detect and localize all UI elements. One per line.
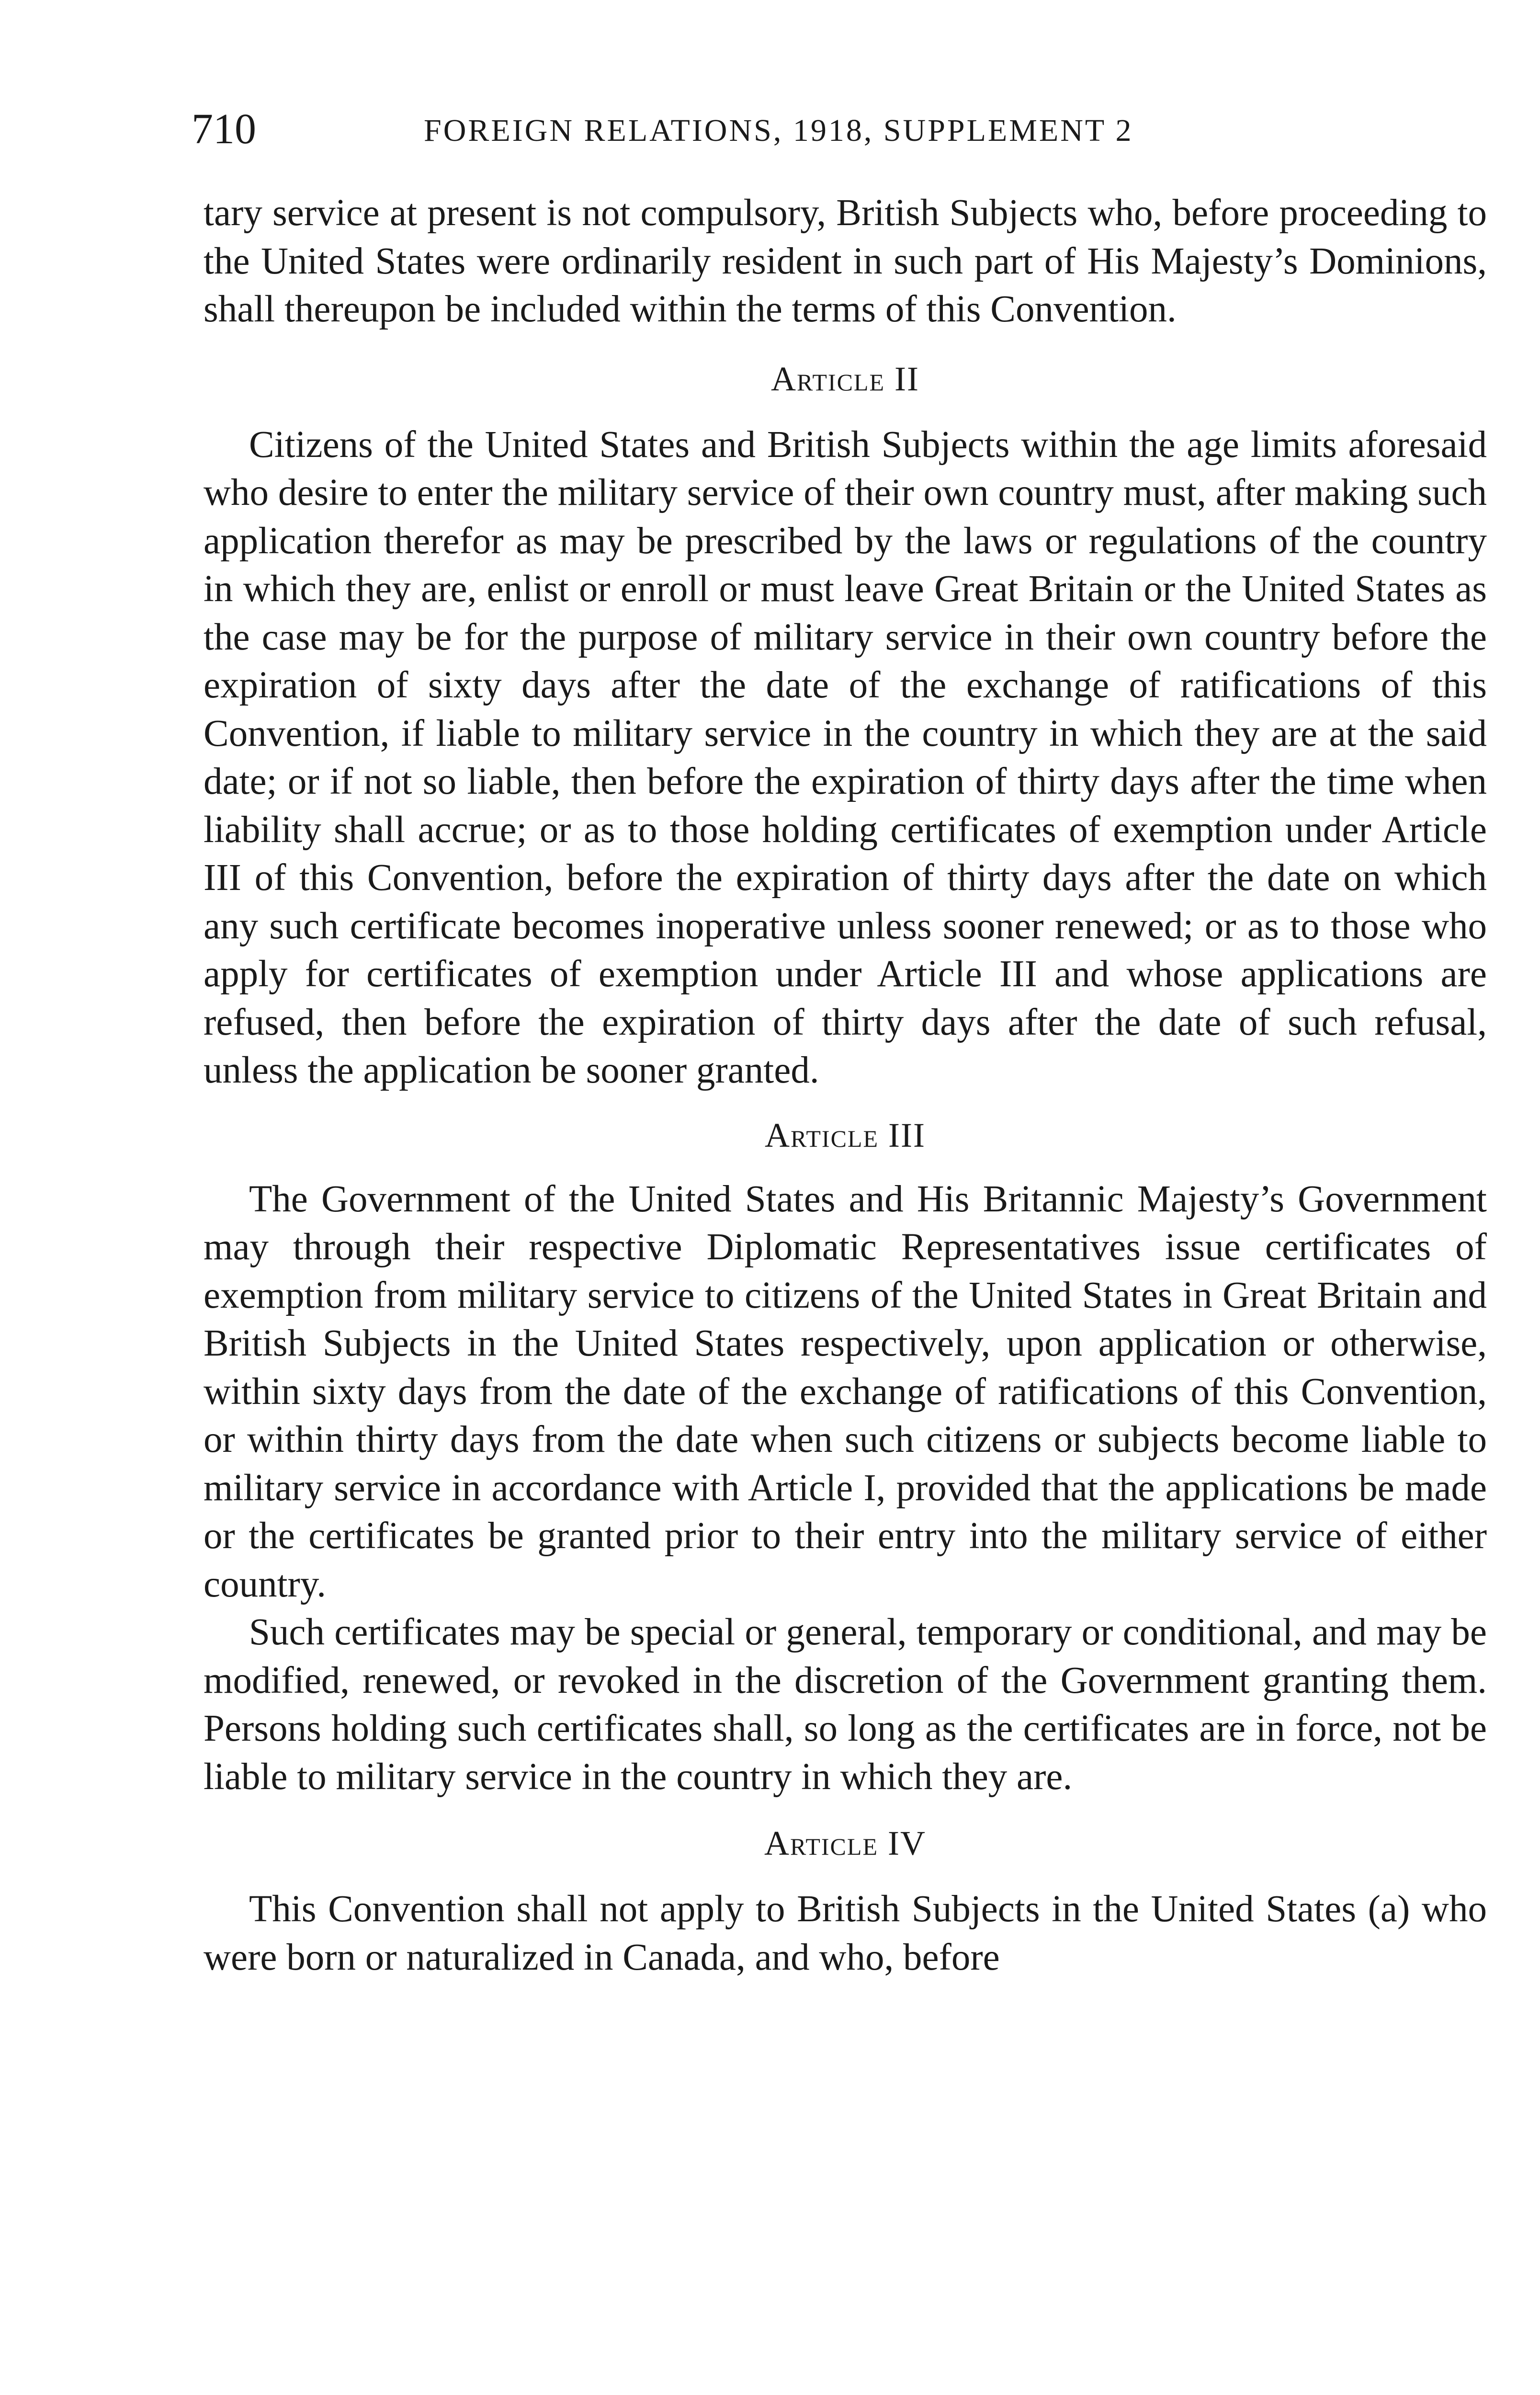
- article-3-paragraph-1: The Government of the United States and His Britannic Majesty’s Government may through their respective Diplomatic Representatives issue certificates of exemption from military service to citizens of the United States in Great Britain and British Subjects in the United States respectively, upon application or otherwise, within sixty days from the date of the exchange of ratifications of this Convention, or within thirty days from the date when such citizens or subjects become liable to military service in accordance with Article I, provided that the applications be made or the certificates be granted prior to their entry into the military service of either country.: [204, 1178, 1487, 1605]
- continuation-paragraph: tary service at present is not compulsory, British Subjects who, before proceeding to the United States were ordinarily resident in such part of His Majesty’s Dominions, shall thereupon be included within the terms of this Convention.: [204, 192, 1487, 330]
- article-2-paragraph: Citizens of the United States and British Subjects within the age limits aforesaid who desire to enter the military service of their own country must, after making such application therefor as may be prescribed by the laws or regulations of the country in which they are, enlist or enroll or must leave Great Britain or the United States as the case may be for the purpose of military service in their own country before the expiration of sixty days after the date of the exchange of ratifications of this Convention, if liable to military service in the country in which they are at the said date; or if not so liable, then before the expiration of thirty days after the time when liability shall accrue; or as to those holding certificates of exemption under Article III of this Convention, before the expiration of thirty days after the date on which any such certificate becomes inoperative unless sooner renewed; or as to those who apply for certificates of exemption under Article III and whose applications are refused, then before the expiration of thirty days after the date of such refusal, unless the application be sooner granted.: [204, 423, 1487, 1091]
- article-2-heading: Article II: [771, 359, 919, 398]
- body-text: [204, 189, 1487, 1982]
- article-4-heading: Article IV: [764, 1824, 926, 1862]
- running-head: [192, 103, 1475, 156]
- article-4-paragraph: This Convention shall not apply to British Subjects in the United States (a) who were born or naturalized in Canada, and who, before: [204, 1888, 1487, 1978]
- article-3-paragraph-2: Such certificates may be special or general, temporary or conditional, and may be modified, renewed, or revoked in the discretion of the Government granting them. Persons holding such certificates shall, so long as the certificates are in force, not be liable to military service in the country in which they are.: [204, 1611, 1487, 1798]
- running-title: FOREIGN RELATIONS, 1918, SUPPLEMENT 2: [424, 113, 1133, 148]
- page-number: 710: [192, 105, 256, 153]
- article-3-heading: Article III: [765, 1116, 926, 1154]
